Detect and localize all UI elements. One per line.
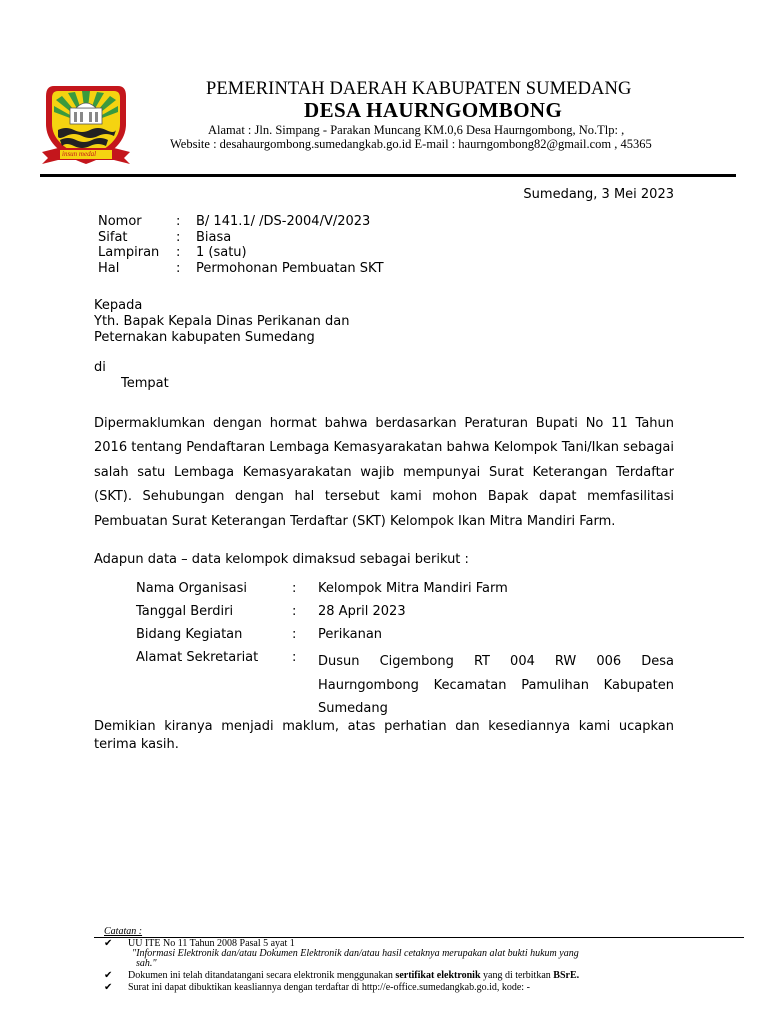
detail-value-tanggal-berdiri: 28 April 2023: [318, 604, 406, 619]
detail-value-nama-organisasi: Kelompok Mitra Mandiri Farm: [318, 581, 508, 596]
checkmark-icon: ✔: [104, 982, 113, 993]
meta-colon: :: [176, 245, 181, 260]
footer-note-signature: Dokumen ini telah ditandatangani secara elektronik menggunakan sertifikat elektronik yang di terbitkan BSrE.: [128, 970, 580, 981]
detail-label-tanggal-berdiri: Tanggal Berdiri: [136, 604, 234, 619]
recipient-line-2: Peternakan kabupaten Sumedang: [94, 330, 315, 345]
detail-colon: :: [292, 581, 297, 596]
letterhead-divider: [40, 174, 736, 177]
checkmark-icon: ✔: [104, 970, 113, 981]
detail-label-alamat-sekretariat: Alamat Sekretariat: [136, 650, 259, 665]
recipient-di: di: [94, 360, 106, 375]
footer-note-quote: "Informasi Elektronik dan/atau Dokumen Elektronik dan/atau hasil cetaknya merupakan alat bukti hukum yang: [132, 948, 579, 959]
meta-value-nomor: B/ 141.1/ /DS-2004/V/2023: [196, 214, 371, 229]
footer-note-verification: Surat ini dapat dibuktikan keasliannya dengan terdaftar di http://e-office.sumedangkab.go.id, kode: -: [128, 982, 530, 993]
meta-colon: :: [176, 261, 181, 276]
detail-value-alamat-sekretariat: Dusun Cigembong RT 004 RW 006 Desa Haurngombong Kecamatan Pamulihan Kabupaten Sumedang: [318, 654, 674, 716]
meta-value-lampiran: 1 (satu): [196, 245, 247, 260]
detail-value-bidang-kegiatan: Perikanan: [318, 627, 383, 642]
meta-value-hal: Permohonan Pembuatan SKT: [196, 261, 384, 276]
recipient-tempat: Tempat: [121, 376, 169, 391]
recipient-line-1: Yth. Bapak Kepala Dinas Perikanan dan: [94, 314, 350, 329]
government-title: PEMERINTAH DAERAH KABUPATEN SUMEDANG: [206, 79, 632, 99]
body-paragraph: Dipermaklumkan dengan hormat bahwa berdasarkan Peraturan Bupati No 11 Tahun 2016 tentang Pendaftaran Lembaga Kemasyarakatan bahwa Kelompok Tani/Ikan sebagai salah satu Lembaga Kemasyarakatan wajib mempunyai Surat Keterangan Terdaftar (SKT). Sehubungan dengan hal tersebut kami mohon Bapak dapat memfasilitasi Pembuatan Surat Keterangan Terdaftar (SKT) Kelompok Ikan Mitra Mandiri Farm.: [94, 416, 674, 529]
meta-value-sifat: Biasa: [196, 230, 232, 245]
data-intro: Adapun data – data kelompok dimaksud sebagai berikut :: [94, 552, 469, 567]
detail-colon: :: [292, 650, 297, 665]
contact-line: Website : desahaurgombong.sumedangkab.go.id E-mail : haurngombong82@gmail.com , 45365: [170, 137, 652, 151]
village-title: DESA HAURNGOMBONG: [304, 98, 563, 122]
detail-colon: :: [292, 604, 297, 619]
letter-date: Sumedang, 3 Mei 2023: [523, 187, 674, 202]
footer-note-uu-ite: UU ITE No 11 Tahun 2008 Pasal 5 ayat 1: [128, 938, 295, 949]
meta-colon: :: [176, 214, 181, 229]
meta-label-sifat: Sifat: [98, 230, 128, 245]
meta-label-lampiran: Lampiran: [98, 245, 160, 260]
footer-note-quote-end: sah.": [136, 958, 157, 969]
detail-label-nama-organisasi: Nama Organisasi: [136, 581, 247, 596]
meta-label-hal: Hal: [98, 261, 120, 276]
meta-label-nomor: Nomor: [98, 214, 142, 229]
meta-colon: :: [176, 230, 181, 245]
footer-notes-heading: Catatan :: [104, 926, 143, 937]
checkmark-icon: ✔: [104, 938, 113, 949]
address-line: Alamat : Jln. Simpang - Parakan Muncang KM.0,6 Desa Haurngombong, No.Tlp: ,: [208, 123, 625, 137]
detail-label-bidang-kegiatan: Bidang Kegiatan: [136, 627, 243, 642]
detail-colon: :: [292, 627, 297, 642]
closing-paragraph: Demikian kiranya menjadi maklum, atas perhatian dan kesediannya kami ucapkan terima kasih.: [94, 719, 674, 752]
logo-ribbon-text: insun medal: [62, 150, 97, 158]
recipient-kepada: Kepada: [94, 298, 143, 313]
